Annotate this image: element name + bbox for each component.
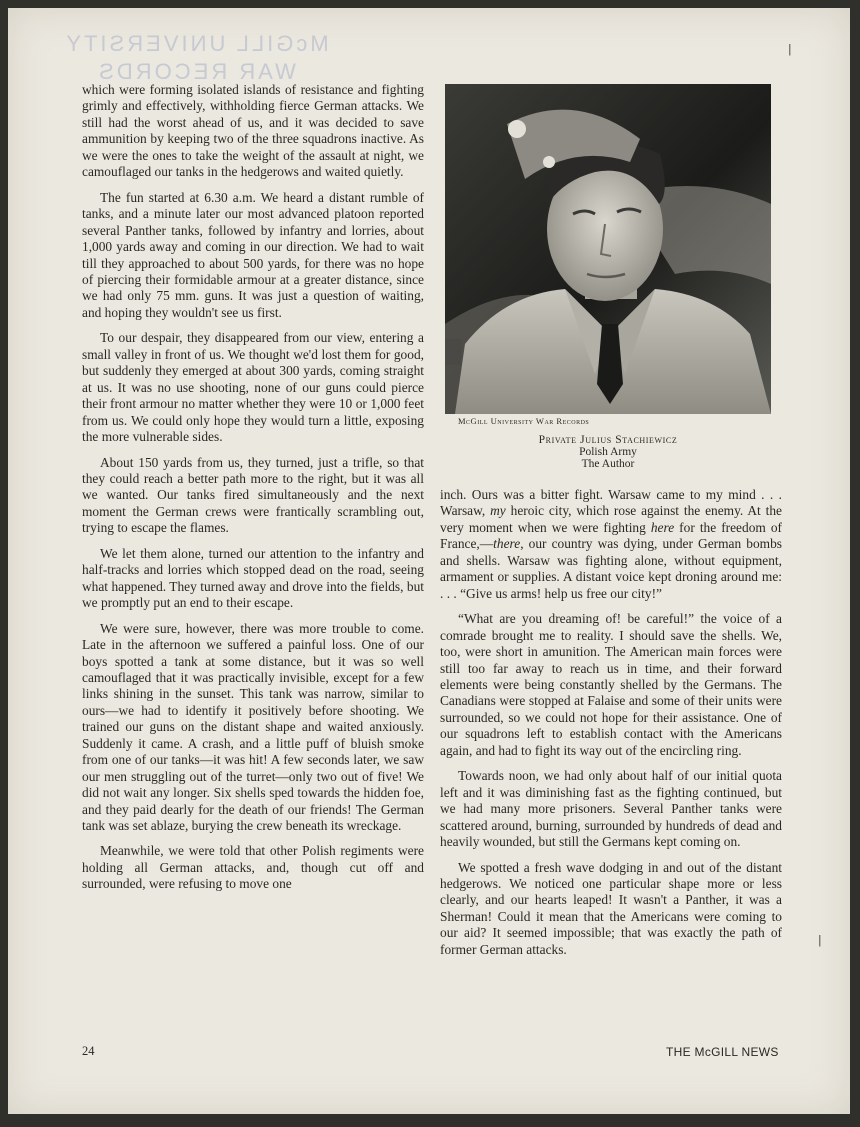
paragraph: About 150 yards from us, they turned, just a trifle, so that they could reach a better path more to the right, but it was all we wanted. Our tanks fired simultaneously and the next moment the German crews were frantically scrambling out, trying to escape the flames. <box>82 454 424 536</box>
paragraph: “What are you dreaming of! be careful!” the voice of a comrade brought me to reality. I should save the shells. We, too, were short in amunition. The American main forces were still too far away to reach us in time, and their forward elements were being constantly shelled by the Germans. The Canadians were stopped at Falaise and some of their units were surrounded, so we could not hope for their assistance. One of our squadrons left to establish contact with the Americans again, and had to fight its way out of the encircling ring. <box>440 611 782 758</box>
paragraph: Meanwhile, we were told that other Polish regiments were holding all German attacks, and, though cut off and surrounded, were refusing to move one <box>82 843 424 892</box>
paragraph <box>440 487 782 602</box>
margin-pencil-mark: ǀ <box>818 933 822 947</box>
photo-credit: McGill University War Records <box>458 416 590 426</box>
emphasis: my <box>490 503 506 519</box>
paragraph: The fun started at 6.30 a.m. We heard a distant rumble of tanks, and a minute later our most advanced platoon reported several Panther tanks, followed by infantry and lorries, about 1,000 yards away and coming in our direction. We had to wait till they approached to about 500 yards, for there was no hope of piercing their formidable armour at a greater distance, since we had only 75 mm. guns. It was just a question of waiting, and hoping they wouldn't see us first. <box>82 189 424 320</box>
right-text-column <box>440 487 782 967</box>
author-portrait-photo <box>445 84 771 414</box>
paragraph: We spotted a fresh wave dodging in and out of the distant hedgerows. We noticed one particular shape more or less clearly, and our hearts leaped! It wasn't a Panther, it was a Sherman! Could it mean that the Americans were coming to our aid? It seemed impossible; that was exactly the path of former German attacks. <box>440 859 782 957</box>
text-run: , our country was dying, under German bombs and shells. Warsaw was fighting alone, without equipment, armament or supplies. A distant voice kept droning around me: . . . “Give us arms! help us free our city!” <box>440 536 782 601</box>
paragraph: To our despair, they disappeared from our view, entering a small valley in front of us. We thought we'd lost them for good, but suddenly they emerged at about 300 yards, coming straight at us. It was no use shooting, none of our guns could pierce their front armour no matter whether they were 10 or 1,000 feet from us. We could only hope they would turn a little, exposing the more vulnerable sides. <box>82 330 424 445</box>
emphasis: here <box>650 519 675 535</box>
caption-name: Private Julius Stachiewicz <box>538 434 678 446</box>
portrait-illustration <box>445 84 771 414</box>
stamp-line-2: WAR RECORDS <box>96 59 296 84</box>
text-run: for the freedom of France,— <box>440 519 782 552</box>
war-records-stamp <box>56 30 336 86</box>
photo-caption <box>445 434 771 470</box>
text-run: inch. Ours was a bitter fight. Warsaw came to my mind . . . Warsaw, <box>440 487 782 519</box>
paragraph: We let them alone, turned our attention to the infantry and half-tracks and lorries which stopped dead on the road, seeing what happened. They turned away and drove into the fields, but we promptly put an end to their escape. <box>82 545 424 611</box>
running-footer-title: THE McGILL NEWS <box>666 1045 779 1059</box>
caption-unit: Polish Army <box>579 446 637 458</box>
caption-role: The Author <box>581 458 635 470</box>
stamp-line-1: McGILL UNIVERSITY <box>63 31 329 56</box>
emphasis: there <box>493 536 521 552</box>
text-run: heroic city, which rose against the enemy. At the very moment when we were fighting <box>440 503 782 535</box>
margin-pencil-mark: ǀ <box>788 42 792 56</box>
page-number: 24 <box>82 1044 95 1058</box>
magazine-page <box>8 8 850 1114</box>
paragraph: Towards noon, we had only about half of our initial quota left and it was diminishing fast as the fighting continued, but we had many more prisoners. Several Panther tanks were scattered around, burning, surrounded by hundreds of dead and heavily wounded, but still the Germans kept coming on. <box>440 768 782 850</box>
paragraph: We were sure, however, there was more trouble to come. Late in the afternoon we suffered a painful loss. One of our boys spotted a tank at some distance, but it was so well camouflaged that it was practically invisible, except for a few links shining in the sunset. This tank was narrow, similar to ours—we had to identify it positively before shooting. We trained our guns on the distant shape and waited anxiously. Suddenly it came. A crash, and a little puff of bluish smoke from one of our tanks—it was hit! A few seconds later, we saw our men struggling out of the turret—only two out of five! We did not wait any longer. Six shells sped towards the hidden foe, and they paid dearly for the death of our friends! The German tank was set ablaze, burying the crew beneath its wreckage. <box>82 620 424 834</box>
paragraph: which were forming isolated islands of resistance and fighting grimly and effectively, withholding fierce German attacks. We still had the worst ahead of us, and it was decided to save ammunition by keeping two of the three squadrons inactive. As we were the ones to take the weight of the assault at night, we camouflaged our tanks in the hedgerows and waited quietly. <box>82 82 424 180</box>
left-text-column <box>82 82 424 902</box>
